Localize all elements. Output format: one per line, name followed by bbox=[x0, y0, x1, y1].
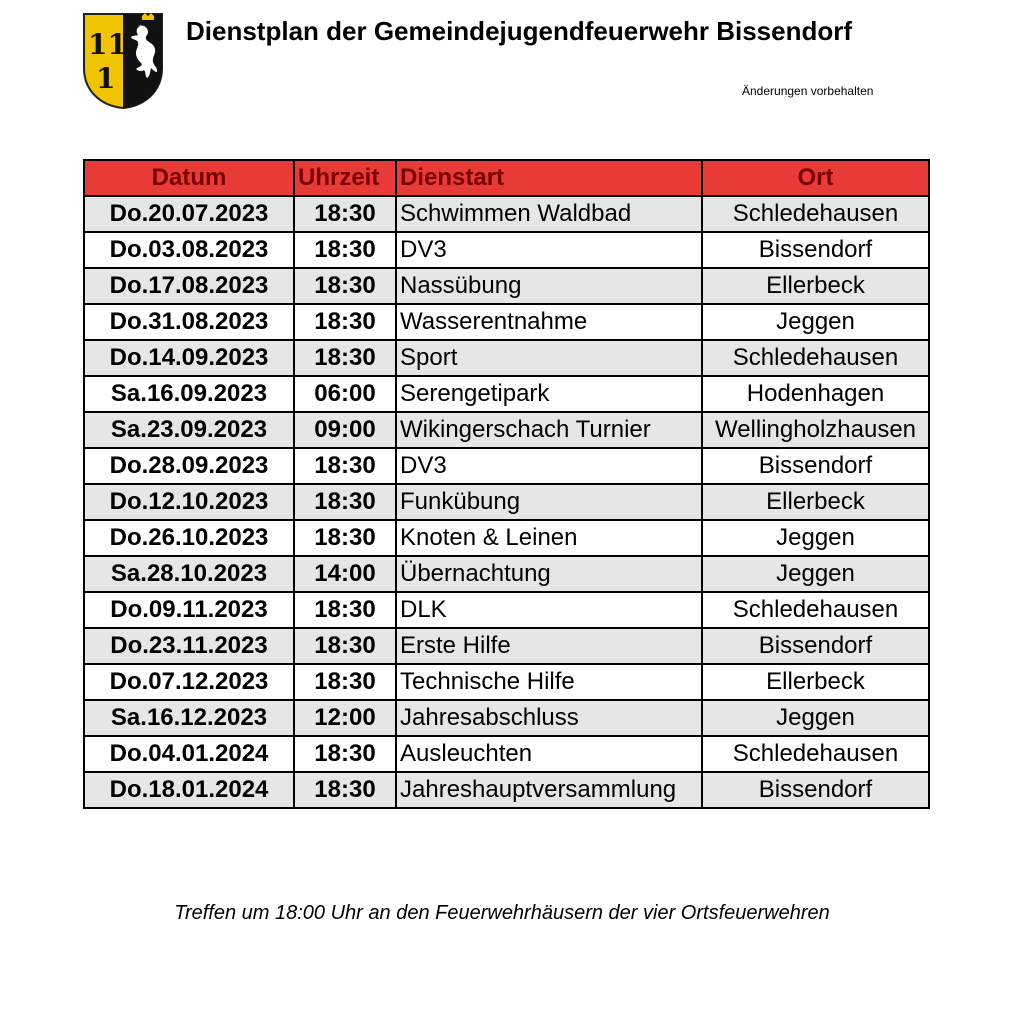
cell-dienstart: Nassübung bbox=[396, 268, 702, 304]
cell-ort: Schledehausen bbox=[702, 736, 929, 772]
cell-uhrzeit: 18:30 bbox=[294, 772, 396, 808]
cell-ort: Schledehausen bbox=[702, 592, 929, 628]
cell-datum: Do.09.11.2023 bbox=[84, 592, 294, 628]
cell-uhrzeit: 14:00 bbox=[294, 556, 396, 592]
cell-ort: Bissendorf bbox=[702, 628, 929, 664]
schedule-table bbox=[83, 159, 930, 809]
cell-uhrzeit: 18:30 bbox=[294, 592, 396, 628]
column-header-datum: Datum bbox=[84, 160, 294, 196]
cell-uhrzeit: 12:00 bbox=[294, 700, 396, 736]
table-row bbox=[84, 592, 929, 628]
cell-uhrzeit: 18:30 bbox=[294, 448, 396, 484]
table-row bbox=[84, 520, 929, 556]
table-row bbox=[84, 412, 929, 448]
cell-ort: Jeggen bbox=[702, 556, 929, 592]
cell-ort: Jeggen bbox=[702, 700, 929, 736]
cell-ort: Bissendorf bbox=[702, 448, 929, 484]
cell-ort: Wellingholzhausen bbox=[702, 412, 929, 448]
cell-dienstart: Wikingerschach Turnier bbox=[396, 412, 702, 448]
table-row bbox=[84, 196, 929, 232]
cell-dienstart: DV3 bbox=[396, 232, 702, 268]
column-header-ort: Ort bbox=[702, 160, 929, 196]
cell-uhrzeit: 18:30 bbox=[294, 628, 396, 664]
cell-datum: Do.04.01.2024 bbox=[84, 736, 294, 772]
cell-ort: Schledehausen bbox=[702, 340, 929, 376]
svg-text:1: 1 bbox=[96, 62, 116, 95]
cell-dienstart: Ausleuchten bbox=[396, 736, 702, 772]
cell-dienstart: Serengetipark bbox=[396, 376, 702, 412]
cell-uhrzeit: 18:30 bbox=[294, 268, 396, 304]
cell-datum: Sa.23.09.2023 bbox=[84, 412, 294, 448]
cell-ort: Jeggen bbox=[702, 520, 929, 556]
cell-dienstart: DV3 bbox=[396, 448, 702, 484]
cell-datum: Do.07.12.2023 bbox=[84, 664, 294, 700]
footer-note: Treffen um 18:00 Uhr an den Feuerwehrhäusern der vier Ortsfeuerwehren bbox=[174, 902, 830, 924]
table-header-row bbox=[84, 160, 929, 196]
cell-dienstart: Schwimmen Waldbad bbox=[396, 196, 702, 232]
cell-datum: Do.31.08.2023 bbox=[84, 304, 294, 340]
cell-dienstart: Jahreshauptversammlung bbox=[396, 772, 702, 808]
cell-ort: Hodenhagen bbox=[702, 376, 929, 412]
cell-uhrzeit: 18:30 bbox=[294, 196, 396, 232]
table-row bbox=[84, 556, 929, 592]
cell-datum: Do.03.08.2023 bbox=[84, 232, 294, 268]
cell-dienstart: Knoten & Leinen bbox=[396, 520, 702, 556]
cell-uhrzeit: 18:30 bbox=[294, 484, 396, 520]
cell-dienstart: DLK bbox=[396, 592, 702, 628]
cell-ort: Ellerbeck bbox=[702, 664, 929, 700]
cell-ort: Bissendorf bbox=[702, 772, 929, 808]
cell-uhrzeit: 18:30 bbox=[294, 664, 396, 700]
column-header-uhrzeit: Uhrzeit bbox=[294, 160, 396, 196]
table-row bbox=[84, 484, 929, 520]
cell-datum: Do.18.01.2024 bbox=[84, 772, 294, 808]
crest-icon bbox=[82, 12, 164, 110]
table-row bbox=[84, 376, 929, 412]
cell-datum: Sa.28.10.2023 bbox=[84, 556, 294, 592]
cell-datum: Do.12.10.2023 bbox=[84, 484, 294, 520]
table-row bbox=[84, 700, 929, 736]
cell-ort: Schledehausen bbox=[702, 196, 929, 232]
table-row bbox=[84, 736, 929, 772]
cell-datum: Do.14.09.2023 bbox=[84, 340, 294, 376]
cell-dienstart: Funkübung bbox=[396, 484, 702, 520]
cell-datum: Do.28.09.2023 bbox=[84, 448, 294, 484]
cell-dienstart: Technische Hilfe bbox=[396, 664, 702, 700]
table-row bbox=[84, 448, 929, 484]
cell-ort: Jeggen bbox=[702, 304, 929, 340]
cell-uhrzeit: 09:00 bbox=[294, 412, 396, 448]
cell-datum: Do.20.07.2023 bbox=[84, 196, 294, 232]
cell-ort: Ellerbeck bbox=[702, 268, 929, 304]
cell-dienstart: Übernachtung bbox=[396, 556, 702, 592]
table-row bbox=[84, 628, 929, 664]
cell-ort: Ellerbeck bbox=[702, 484, 929, 520]
cell-uhrzeit: 06:00 bbox=[294, 376, 396, 412]
cell-datum: Do.23.11.2023 bbox=[84, 628, 294, 664]
cell-ort: Bissendorf bbox=[702, 232, 929, 268]
table-row bbox=[84, 664, 929, 700]
table-row bbox=[84, 772, 929, 808]
table-row bbox=[84, 232, 929, 268]
cell-datum: Do.17.08.2023 bbox=[84, 268, 294, 304]
cell-uhrzeit: 18:30 bbox=[294, 520, 396, 556]
cell-dienstart: Jahresabschluss bbox=[396, 700, 702, 736]
cell-dienstart: Sport bbox=[396, 340, 702, 376]
svg-text:11: 11 bbox=[88, 28, 127, 61]
cell-datum: Do.26.10.2023 bbox=[84, 520, 294, 556]
changes-note: Änderungen vorbehalten bbox=[742, 84, 874, 98]
cell-uhrzeit: 18:30 bbox=[294, 304, 396, 340]
cell-datum: Sa.16.09.2023 bbox=[84, 376, 294, 412]
cell-dienstart: Wasserentnahme bbox=[396, 304, 702, 340]
table-row bbox=[84, 340, 929, 376]
column-header-dienstart: Dienstart bbox=[396, 160, 702, 196]
table-row bbox=[84, 304, 929, 340]
cell-datum: Sa.16.12.2023 bbox=[84, 700, 294, 736]
page-title: Dienstplan der Gemeindejugendfeuerwehr Bissendorf bbox=[186, 16, 853, 46]
table-row bbox=[84, 268, 929, 304]
cell-uhrzeit: 18:30 bbox=[294, 736, 396, 772]
cell-dienstart: Erste Hilfe bbox=[396, 628, 702, 664]
cell-uhrzeit: 18:30 bbox=[294, 340, 396, 376]
cell-uhrzeit: 18:30 bbox=[294, 232, 396, 268]
